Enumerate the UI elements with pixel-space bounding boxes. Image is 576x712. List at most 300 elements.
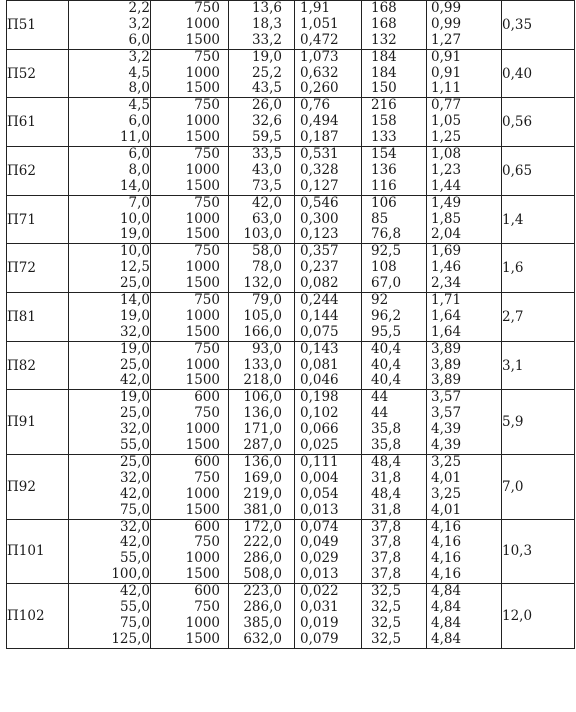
cell-value: 43,0 [251, 161, 282, 178]
col-2-values [151, 293, 229, 342]
cell-value: 73,5 [251, 177, 282, 194]
cell-value: 10,0 [119, 243, 150, 260]
motor-type-cell: П92 [7, 454, 69, 519]
cell-value: 33,2 [251, 31, 282, 48]
col-2-values [151, 519, 229, 584]
table-row [7, 244, 575, 293]
cell-value: 600 [194, 518, 220, 535]
cell-value: 1500 [185, 80, 220, 97]
cell-value: 19,0 [119, 340, 150, 357]
cell-value: 92 [371, 292, 389, 309]
cell-value: 133,0 [243, 356, 282, 373]
cell-value: 40,4 [371, 372, 402, 389]
cell-value: 218,0 [243, 372, 282, 389]
cell-value: 14,0 [119, 177, 150, 194]
col-4-values [295, 1, 362, 50]
table-row [7, 584, 575, 649]
col-1-values [69, 98, 151, 147]
col-5-values [362, 390, 427, 455]
table-row [7, 147, 575, 196]
cell-value: 67,0 [371, 275, 402, 292]
col-3-values [229, 98, 295, 147]
cell-value: 32,6 [251, 113, 282, 130]
cell-value: 3,2 [128, 48, 150, 65]
cell-value: 0,102 [300, 405, 339, 422]
cell-value: 37,8 [371, 518, 402, 535]
cell-value: 11,0 [119, 129, 150, 146]
col-3-values [229, 195, 295, 244]
cell-value: 1000 [185, 113, 220, 130]
last-column-cell: 0,65 [502, 147, 575, 196]
cell-value: 0,019 [300, 614, 339, 631]
cell-value: 381,0 [243, 501, 282, 518]
cell-value: 1,85 [431, 210, 462, 227]
col-6-values [427, 147, 502, 196]
col-5-values [362, 454, 427, 519]
col-2-values [151, 98, 229, 147]
col-1-values [69, 390, 151, 455]
cell-value: 1500 [185, 372, 220, 389]
cell-value: 19,0 [119, 389, 150, 406]
cell-value: 37,8 [371, 566, 402, 583]
cell-value: 31,8 [371, 501, 402, 518]
cell-value: 19,0 [119, 307, 150, 324]
cell-value: 750 [194, 598, 220, 615]
col-5-values [362, 147, 427, 196]
table-row [7, 1, 575, 50]
cell-value: 385,0 [243, 614, 282, 631]
col-5-values [362, 584, 427, 649]
cell-value: 0,144 [300, 307, 339, 324]
col-1-values [69, 49, 151, 98]
motor-spec-table [6, 0, 575, 649]
cell-value: 1,11 [431, 80, 462, 97]
col-1-values [69, 244, 151, 293]
cell-value: 14,0 [119, 292, 150, 309]
cell-value: 2,34 [431, 275, 462, 292]
cell-value: 3,57 [431, 405, 462, 422]
col-2-values [151, 341, 229, 390]
motor-type-cell: П81 [7, 293, 69, 342]
cell-value: 1000 [185, 614, 220, 631]
cell-value: 1500 [185, 31, 220, 48]
col-6-values [427, 244, 502, 293]
cell-value: 0,91 [431, 48, 462, 65]
last-column-cell: 1,4 [502, 195, 575, 244]
cell-value: 132,0 [243, 275, 282, 292]
col-2-values [151, 49, 229, 98]
cell-value: 1500 [185, 177, 220, 194]
col-2-values [151, 390, 229, 455]
cell-value: 1,27 [431, 31, 462, 48]
cell-value: 1,44 [431, 177, 462, 194]
cell-value: 108 [371, 259, 397, 276]
cell-value: 40,4 [371, 340, 402, 357]
cell-value: 0,198 [300, 389, 339, 406]
cell-value: 0,244 [300, 292, 339, 309]
cell-value: 35,8 [371, 421, 402, 438]
col-5-values [362, 244, 427, 293]
col-1-values [69, 584, 151, 649]
cell-value: 37,8 [371, 550, 402, 567]
cell-value: 168 [371, 15, 397, 32]
cell-value: 0,531 [300, 146, 339, 163]
cell-value: 4,84 [431, 614, 462, 631]
col-1-values [69, 341, 151, 390]
table-row [7, 454, 575, 519]
cell-value: 1,49 [431, 194, 462, 211]
cell-value: 154 [371, 146, 397, 163]
col-4-values [295, 390, 362, 455]
cell-value: 32,5 [371, 583, 402, 600]
table-row [7, 195, 575, 244]
cell-value: 76,8 [371, 226, 402, 243]
cell-value: 12,5 [119, 259, 150, 276]
cell-value: 8,0 [128, 80, 150, 97]
cell-value: 96,2 [371, 307, 402, 324]
cell-value: 32,0 [119, 469, 150, 486]
col-3-values [229, 341, 295, 390]
cell-value: 136,0 [243, 405, 282, 422]
cell-value: 0,013 [300, 566, 339, 583]
table-row [7, 98, 575, 147]
col-4-values [295, 195, 362, 244]
cell-value: 2,2 [128, 0, 150, 16]
cell-value: 750 [194, 0, 220, 16]
cell-value: 105,0 [243, 307, 282, 324]
cell-value: 1500 [185, 226, 220, 243]
col-4-values [295, 98, 362, 147]
cell-value: 0,013 [300, 501, 339, 518]
table-row [7, 390, 575, 455]
col-3-values [229, 293, 295, 342]
cell-value: 1000 [185, 161, 220, 178]
cell-value: 150 [371, 80, 397, 97]
cell-value: 3,25 [431, 453, 462, 470]
cell-value: 32,0 [119, 518, 150, 535]
cell-value: 0,127 [300, 177, 339, 194]
cell-value: 0,025 [300, 437, 339, 454]
table-row [7, 519, 575, 584]
cell-value: 750 [194, 146, 220, 163]
cell-value: 103,0 [243, 226, 282, 243]
cell-value: 13,6 [251, 0, 282, 16]
cell-value: 1,71 [431, 292, 462, 309]
cell-value: 750 [194, 469, 220, 486]
cell-value: 3,57 [431, 389, 462, 406]
last-column-cell: 12,0 [502, 584, 575, 649]
table-row [7, 293, 575, 342]
cell-value: 3,89 [431, 372, 462, 389]
cell-value: 1500 [185, 630, 220, 647]
cell-value: 0,494 [300, 113, 339, 130]
cell-value: 0,082 [300, 275, 339, 292]
cell-value: 6,0 [128, 113, 150, 130]
col-4-values [295, 454, 362, 519]
cell-value: 43,5 [251, 80, 282, 97]
cell-value: 1000 [185, 307, 220, 324]
cell-value: 93,0 [251, 340, 282, 357]
last-column-cell: 0,40 [502, 49, 575, 98]
cell-value: 55,0 [119, 550, 150, 567]
motor-type-cell: П62 [7, 147, 69, 196]
col-1-values [69, 1, 151, 50]
cell-value: 0,079 [300, 630, 339, 647]
col-2-values [151, 244, 229, 293]
col-5-values [362, 98, 427, 147]
cell-value: 4,5 [128, 97, 150, 114]
cell-value: 42,0 [119, 534, 150, 551]
col-6-values [427, 195, 502, 244]
cell-value: 632,0 [243, 630, 282, 647]
cell-value: 37,8 [371, 534, 402, 551]
cell-value: 750 [194, 534, 220, 551]
cell-value: 4,16 [431, 518, 462, 535]
cell-value: 133 [371, 129, 397, 146]
cell-value: 4,39 [431, 437, 462, 454]
col-1-values [69, 195, 151, 244]
cell-value: 63,0 [251, 210, 282, 227]
col-6-values [427, 98, 502, 147]
cell-value: 600 [194, 583, 220, 600]
cell-value: 48,4 [371, 453, 402, 470]
col-4-values [295, 147, 362, 196]
motor-type-cell: П51 [7, 1, 69, 50]
col-2-values [151, 1, 229, 50]
cell-value: 1,051 [300, 15, 339, 32]
cell-value: 0,328 [300, 161, 339, 178]
table-row [7, 49, 575, 98]
cell-value: 0,357 [300, 243, 339, 260]
cell-value: 0,187 [300, 129, 339, 146]
cell-value: 75,0 [119, 614, 150, 631]
cell-value: 0,075 [300, 323, 339, 340]
cell-value: 0,632 [300, 64, 339, 81]
cell-value: 42,0 [119, 583, 150, 600]
cell-value: 219,0 [243, 485, 282, 502]
cell-value: 6,0 [128, 31, 150, 48]
table-body [7, 1, 575, 649]
cell-value: 0,081 [300, 356, 339, 373]
cell-value: 171,0 [243, 421, 282, 438]
cell-value: 92,5 [371, 243, 402, 260]
cell-value: 750 [194, 97, 220, 114]
cell-value: 106 [371, 194, 397, 211]
cell-value: 4,84 [431, 598, 462, 615]
cell-value: 19,0 [251, 48, 282, 65]
cell-value: 168 [371, 0, 397, 16]
cell-value: 42,0 [251, 194, 282, 211]
cell-value: 0,046 [300, 372, 339, 389]
cell-value: 0,77 [431, 97, 462, 114]
col-2-values [151, 454, 229, 519]
cell-value: 158 [371, 113, 397, 130]
col-3-values [229, 244, 295, 293]
table-row [7, 341, 575, 390]
col-3-values [229, 454, 295, 519]
motor-type-cell: П102 [7, 584, 69, 649]
cell-value: 750 [194, 292, 220, 309]
cell-value: 6,0 [128, 146, 150, 163]
cell-value: 0,004 [300, 469, 339, 486]
cell-value: 26,0 [251, 97, 282, 114]
col-2-values [151, 147, 229, 196]
cell-value: 750 [194, 194, 220, 211]
cell-value: 1000 [185, 550, 220, 567]
col-2-values [151, 195, 229, 244]
cell-value: 3,89 [431, 356, 462, 373]
motor-type-cell: П91 [7, 390, 69, 455]
cell-value: 0,300 [300, 210, 339, 227]
cell-value: 32,0 [119, 421, 150, 438]
col-3-values [229, 390, 295, 455]
last-column-cell: 0,56 [502, 98, 575, 147]
cell-value: 19,0 [119, 226, 150, 243]
col-3-values [229, 49, 295, 98]
col-5-values [362, 341, 427, 390]
cell-value: 0,022 [300, 583, 339, 600]
cell-value: 1,91 [300, 0, 331, 16]
cell-value: 3,25 [431, 485, 462, 502]
cell-value: 286,0 [243, 550, 282, 567]
cell-value: 0,074 [300, 518, 339, 535]
cell-value: 136 [371, 161, 397, 178]
cell-value: 222,0 [243, 534, 282, 551]
col-1-values [69, 147, 151, 196]
col-6-values [427, 1, 502, 50]
cell-value: 25,0 [119, 405, 150, 422]
cell-value: 0,049 [300, 534, 339, 551]
motor-type-cell: П101 [7, 519, 69, 584]
cell-value: 78,0 [251, 259, 282, 276]
col-4-values [295, 244, 362, 293]
cell-value: 287,0 [243, 437, 282, 454]
cell-value: 1500 [185, 437, 220, 454]
col-6-values [427, 49, 502, 98]
cell-value: 106,0 [243, 389, 282, 406]
last-column-cell: 10,3 [502, 519, 575, 584]
col-4-values [295, 341, 362, 390]
cell-value: 1,25 [431, 129, 462, 146]
cell-value: 32,5 [371, 630, 402, 647]
cell-value: 32,0 [119, 323, 150, 340]
col-6-values [427, 390, 502, 455]
cell-value: 4,84 [431, 630, 462, 647]
cell-value: 32,5 [371, 614, 402, 631]
cell-value: 42,0 [119, 485, 150, 502]
cell-value: 4,84 [431, 583, 462, 600]
col-6-values [427, 584, 502, 649]
cell-value: 0,260 [300, 80, 339, 97]
cell-value: 169,0 [243, 469, 282, 486]
cell-value: 1500 [185, 323, 220, 340]
cell-value: 1,073 [300, 48, 339, 65]
cell-value: 0,054 [300, 485, 339, 502]
cell-value: 44 [371, 389, 389, 406]
cell-value: 750 [194, 340, 220, 357]
col-3-values [229, 584, 295, 649]
motor-type-cell: П72 [7, 244, 69, 293]
cell-value: 750 [194, 243, 220, 260]
cell-value: 0,237 [300, 259, 339, 276]
cell-value: 2,04 [431, 226, 462, 243]
cell-value: 132 [371, 31, 397, 48]
cell-value: 0,546 [300, 194, 339, 211]
cell-value: 0,031 [300, 598, 339, 615]
cell-value: 0,76 [300, 97, 331, 114]
cell-value: 184 [371, 48, 397, 65]
cell-value: 7,0 [128, 194, 150, 211]
last-column-cell: 0,35 [502, 1, 575, 50]
cell-value: 48,4 [371, 485, 402, 502]
cell-value: 4,01 [431, 501, 462, 518]
cell-value: 0,066 [300, 421, 339, 438]
cell-value: 0,123 [300, 226, 339, 243]
col-6-values [427, 293, 502, 342]
cell-value: 3,89 [431, 340, 462, 357]
cell-value: 4,16 [431, 566, 462, 583]
cell-value: 25,0 [119, 453, 150, 470]
cell-value: 4,39 [431, 421, 462, 438]
cell-value: 25,0 [119, 275, 150, 292]
cell-value: 1000 [185, 356, 220, 373]
cell-value: 0,029 [300, 550, 339, 567]
cell-value: 42,0 [119, 372, 150, 389]
motor-type-cell: П82 [7, 341, 69, 390]
cell-value: 0,99 [431, 15, 462, 32]
cell-value: 1,08 [431, 146, 462, 163]
cell-value: 116 [371, 177, 397, 194]
col-3-values [229, 1, 295, 50]
cell-value: 1000 [185, 15, 220, 32]
cell-value: 1000 [185, 485, 220, 502]
cell-value: 33,5 [251, 146, 282, 163]
col-3-values [229, 147, 295, 196]
cell-value: 1,05 [431, 113, 462, 130]
motor-type-cell: П71 [7, 195, 69, 244]
cell-value: 58,0 [251, 243, 282, 260]
cell-value: 1000 [185, 64, 220, 81]
cell-value: 75,0 [119, 501, 150, 518]
cell-value: 4,16 [431, 534, 462, 551]
cell-value: 18,3 [251, 15, 282, 32]
col-5-values [362, 293, 427, 342]
cell-value: 1500 [185, 566, 220, 583]
cell-value: 85 [371, 210, 389, 227]
cell-value: 25,0 [119, 356, 150, 373]
cell-value: 4,5 [128, 64, 150, 81]
col-4-values [295, 584, 362, 649]
cell-value: 136,0 [243, 453, 282, 470]
cell-value: 1,69 [431, 243, 462, 260]
cell-value: 79,0 [251, 292, 282, 309]
cell-value: 1,23 [431, 161, 462, 178]
cell-value: 166,0 [243, 323, 282, 340]
col-4-values [295, 519, 362, 584]
cell-value: 1000 [185, 259, 220, 276]
cell-value: 8,0 [128, 161, 150, 178]
last-column-cell: 3,1 [502, 341, 575, 390]
cell-value: 32,5 [371, 598, 402, 615]
cell-value: 31,8 [371, 469, 402, 486]
cell-value: 40,4 [371, 356, 402, 373]
cell-value: 44 [371, 405, 389, 422]
cell-value: 508,0 [243, 566, 282, 583]
cell-value: 55,0 [119, 437, 150, 454]
cell-value: 1,64 [431, 307, 462, 324]
col-6-values [427, 454, 502, 519]
last-column-cell: 1,6 [502, 244, 575, 293]
